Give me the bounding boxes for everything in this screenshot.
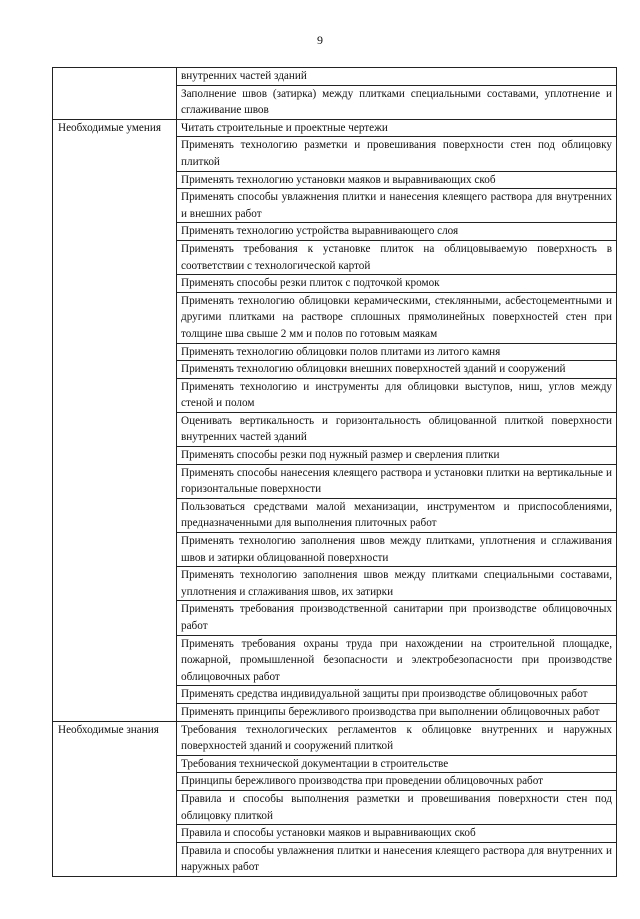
table-cell-item: Требования технологических регламентов к облицовке внутренних и наружных поверхностей зданий и сооружений плиткой xyxy=(177,721,617,755)
page-number: 9 xyxy=(317,33,323,47)
table-cell-item: внутренних частей зданий xyxy=(177,68,617,86)
table-cell-item: Требования технической документации в строительстве xyxy=(177,755,617,773)
table-cell-item: Применять способы резки плиток с подточкой кромок xyxy=(177,275,617,293)
table-cell-item: Применять технологию облицовки внешних поверхностей зданий и сооружений xyxy=(177,361,617,379)
table-cell-item: Пользоваться средствами малой механизации, инструментом и приспособлениями, предназначенными для выполнения плиточных работ xyxy=(177,498,617,532)
table-cell-item: Применять технологию установки маяков и выравнивающих скоб xyxy=(177,171,617,189)
table-cell-item: Читать строительные и проектные чертежи xyxy=(177,119,617,137)
table-cell-item: Оценивать вертикальность и горизонтальность облицованной плиткой поверхности внутренних частей зданий xyxy=(177,412,617,446)
table-cell-item: Применять технологию разметки и провешивания поверхности стен под облицовку плиткой xyxy=(177,137,617,171)
table-cell-item: Применять технологию устройства выравнивающего слоя xyxy=(177,223,617,241)
table-cell-item: Принципы бережливого производства при проведении облицовочных работ xyxy=(177,773,617,791)
requirements-table-body xyxy=(53,68,617,877)
section-label: Необходимые знания xyxy=(53,721,177,876)
table-cell-item: Правила и способы увлажнения плитки и нанесения клеящего раствора для внутренних и наружных работ xyxy=(177,842,617,876)
table-cell-item: Применять способы резки под нужный размер и сверления плитки xyxy=(177,447,617,465)
table-cell-item: Правила и способы установки маяков и выравнивающих скоб xyxy=(177,825,617,843)
table-cell-item: Применять технологию облицовки полов плитами из литого камня xyxy=(177,343,617,361)
table-row xyxy=(53,68,617,86)
table-cell-item: Применять требования к установке плиток на облицовываемую поверхность в соответствии с технологической картой xyxy=(177,240,617,274)
section-label xyxy=(53,68,177,120)
table-cell-item: Применять технологию облицовки керамическими, стеклянными, асбестоцементными и другими плитками на растворе сплошных прямолинейных поверхностей стен при толщине шва свыше 2 мм и полов по готовым маякам xyxy=(177,292,617,343)
table-cell-item: Заполнение швов (затирка) между плитками специальными составами, уплотнение и сглаживание швов xyxy=(177,85,617,119)
table-cell-item: Применять технологию заполнения швов между плитками, уплотнения и сглаживания швов и затирки облицованной поверхности xyxy=(177,533,617,567)
table-cell-item: Применять технологию заполнения швов между плитками специальными составами, уплотнения и сглаживания швов, их затирки xyxy=(177,567,617,601)
table-row xyxy=(53,721,617,755)
table-cell-item: Применять способы нанесения клеящего раствора и установки плитки на вертикальные и горизонтальные поверхности xyxy=(177,464,617,498)
table-cell-item: Правила и способы выполнения разметки и провешивания поверхности стен под облицовку плиткой xyxy=(177,790,617,824)
table-cell-item: Применять средства индивидуальной защиты при производстве облицовочных работ xyxy=(177,686,617,704)
table-cell-item: Применять технологию и инструменты для облицовки выступов, ниш, углов между стеной и полом xyxy=(177,378,617,412)
table-cell-item: Применять способы увлажнения плитки и нанесения клеящего раствора для внутренних и внешних работ xyxy=(177,189,617,223)
table-cell-item: Применять требования охраны труда при нахождении на строительной площадке, пожарной, промышленной безопасности и электробезопасности при производстве облицовочных работ xyxy=(177,635,617,686)
table-row xyxy=(53,119,617,137)
table-cell-item: Применять принципы бережливого производства при выполнении облицовочных работ xyxy=(177,703,617,721)
section-label: Необходимые умения xyxy=(53,119,177,721)
requirements-table xyxy=(52,67,617,877)
table-cell-item: Применять требования производственной санитарии при производстве облицовочных работ xyxy=(177,601,617,635)
